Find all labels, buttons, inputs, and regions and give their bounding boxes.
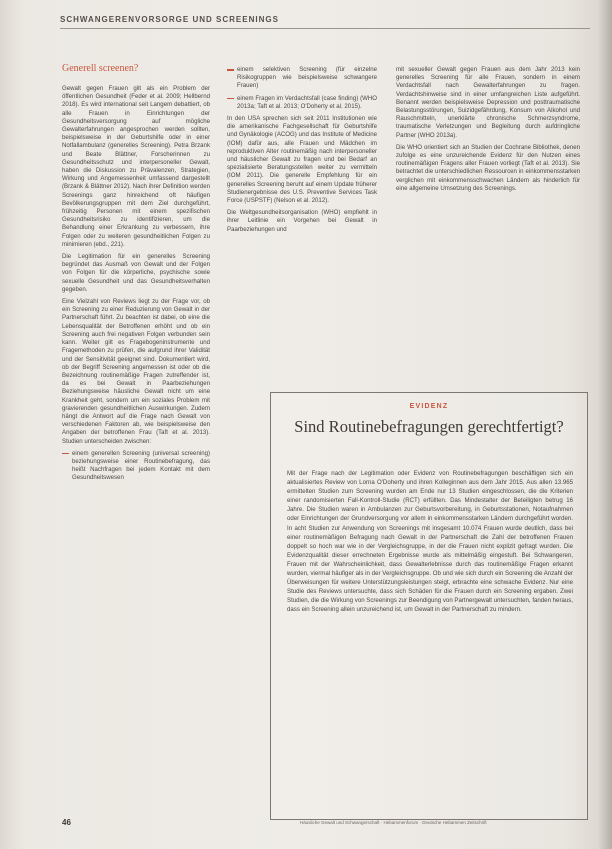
paragraph: In den USA sprechen sich seit 2011 Institutionen wie die amerikanische Fachgesellschaft für Geburtshilfe und Gynäkologie (ACOG) und das Institute of Medicine (IOM) dafür aus, alle Frauen und Mädchen im reproduktiven Alter routinemäßig nach interpersoneller und häuslicher Gewalt zu fragen und bei Bedarf an spezialisierte Beratungsstellen weiter zu vermitteln (IOM 2011). Die generelle Empfehlung für ein generelles Screening beruht auf einem Update früherer Studienergebnisse des U.S. Preventive Services Task Force (USPSTF) (Nelson et al. 2012). <box>227 115 377 205</box>
dash-bullet-icon <box>227 69 234 71</box>
bullet-item <box>227 95 377 111</box>
paragraph: mit sexueller Gewalt gegen Frauen aus dem Jahr 2013 kein generelles Screening für alle Frauen, sondern in einem Verdachtsfall nach Gewalterfahrungen zu fragen. Verdachtshinweise sind in einer umfangreichen Liste aufgeführt. Benannt werden beispielsweise Depression und posttraumatische Belastungsstörungen, Suizidgefährdung, Konsum von Alkohol und Rauschmitteln, unerklärte chronische Schmerzsyndrome, traumatische Verletzungen und Begleitung durch aufdringliche Partner (WHO 2013a). <box>396 66 580 139</box>
box-label: EVIDENZ <box>409 403 449 410</box>
page-spine-shadow <box>598 0 612 849</box>
paragraph: Die Weltgesundheitsorganisation (WHO) empfiehlt in ihrer Leitlinie ein Vorgehen bei Gewalt in Paarbeziehungen und <box>227 209 377 233</box>
dash-bullet-icon <box>62 453 69 455</box>
column-1 <box>62 63 210 487</box>
column-3 <box>396 66 580 197</box>
paragraph: Die WHO orientiert sich an Studien der Cochrane Bibliothek, denen zufolge es eine unzureichende Evidenz für den Nutzen eines routinemäßigen Fragens aller Frauen vorliegt (Taft et al. 2013). Sie betrachtet die unterschiedlichen Ressourcen in einkommensstarken verglichen mit einkommensschwachen Ländern als hinderlich für eine allgemeine Umsetzung des Screenings. <box>396 143 580 192</box>
dash-bullet-icon <box>227 98 234 100</box>
section-heading: Generell screenen? <box>62 63 139 74</box>
paragraph: Gewalt gegen Frauen gilt als ein Problem der öffentlichen Gesundheit (Feder et al. 2009; Hellbernd 2018). Es wird international seit Langem debattiert, ob alle Frauen in Einrichtungen der Gesundheitsversorgung auf mögliche Gewalterfahrungen angesprochen werden sollten, beispielsweise in der Geburtshilfe oder in einer Notfallambulanz (generelles Screening). Petra Brzank und Beate Blättner, Forscherinnen zu Gesundheitsschutz und interpersoneller Gewalt, haben die Diskussion zu Prävalenzen, Strategien, Wirkung und Angemessenheit umfassend dargestellt (Brzank & Blättner 2012). Nach ihrer Definition werden Screenings ganz hinreichend oft häufigen Bevölkerungsgruppen mit dem Ziel durchgeführt, frühzeitig Personen mit einem spezifischen Gesundheitsrisiko zu identifizieren, um die Behandlung einer Erkrankung zu verbessern, ihre Folgen oder zu weiteren gesundheitlichen Folgen zu minimieren (ebd., 221). <box>62 85 210 248</box>
bullet-item <box>62 450 210 483</box>
box-title: Sind Routinebefragungen gerechtfertigt? <box>294 417 564 436</box>
paragraph: Die Legitimation für ein generelles Screening begründet das Ausmaß von Gewalt und der Folgen von Folgen für die körperliche, psychische sowie sexuelle Gesundheit und das Gesundheitsverhalten gegeben. <box>62 253 210 293</box>
header-rule <box>60 28 590 29</box>
footer-text: Häusliche Gewalt und Schwangerschaft · Hebammenforum · Deutsche Hebammen Zeitschrift <box>300 820 487 825</box>
paragraph: Eine Vielzahl von Reviews liegt zu der Frage vor, ob ein Screening zu einer Reduzierung von Gewalt in der Partnerschaft führt. Zu beachten ist dabei, ob eine die Lebensqualität der Betroffenen erhöht und ob ein Screening auch frei negativen Folgen verbunden sein kann. Weiter gilt es Fragebogeninstrumente und Fragemethoden zu prüfen, die aufgrund ihrer Validität und der Sensitivität geeignet sind. Dokumentiert wird, ob der Begriff Screening angemessen ist oder ob die Bezeichnung routinemäßige Fragen zutreffender ist, da es bei Gewalt in Paarbeziehungen Beziehungsweise häusliche Gewalt nicht um eine Krankheit geht, sondern um ein soziales Problem mit gravierenden gesundheitlichen Auswirkungen. Zudem hängt die Antwort auf die Frage nach Gewalt von verschiedenen Faktoren ab, wie beispielsweise den Angaben der betroffenen Frau (Taft et al. 2013). Studien unterscheiden zwischen: <box>62 298 210 445</box>
evidence-box <box>270 392 588 820</box>
bullet-text: einem generellen Screening (universal screening) beziehungsweise einer Routinebefragung, das heißt Nachfragen bei jedem Kontakt mit dem Gesundheitswesen <box>72 449 210 482</box>
bullet-text: einem Fragen im Verdachtsfall (case finding) (WHO 2013a; Taft et al. 2013; O'Doherty et al. 2015). <box>237 94 377 110</box>
running-header: SCHWANGERENVORSORGE UND SCREENINGS <box>60 15 279 24</box>
bullet-text: einem selektiven Screening (für einzelne Risikogruppen wie beispielsweise schwangere Frauen) <box>237 66 377 90</box>
bullet-item <box>227 66 377 91</box>
page-number: 46 <box>62 818 71 827</box>
box-text: Mit der Frage nach der Legitimation oder Evidenz von Routinebefragungen beschäftigen sich ein aktualisiertes Review von Lorna O'Doherty und ihren Kolleginnen aus dem Jahr 2015. Aus allen 13.965 ermittelten Studien zum Screening wurden am Ende nur 13 Studien eingeschlossen, die die Kriterien einer randomisierten Fall-Kontroll-Studie (RCT) erfüllten. Das Mindestalter der Beteiligten betrug 16 Jahre. Die Studien waren in Ambulanzen zur Geburtsvorbereitung, in Geburtsstationen, Notaufnahmen oder Einrichtungen der Grundversorgung vor allem in einkommensstarken Ländern durchgeführt worden. In acht Studien zur Anwendung von Screenings mit insgesamt 10.074 Frauen wurde deutlich, dass bei einer routinemäßigen Befragung nach Gewalt in der Partnerschaft die Zahl der betroffenen Frauen doppelt so hoch war wie in der Vergleichsgruppe, in der die Frauen nicht explizit gefragt wurden. Die Evidenzqualität dieser errechneten Ergebnisse wurde als mittelmäßig eingestuft. Bei Schwangeren, Frauen mit der Wahrscheinlichkeit, dass Gewalterlebnisse durch das routinemäßige Fragen erkannt wurden, viermal häufiger als in der Vergleichsgruppe. Ob und wie sich durch ein Screening die Anzahl der Überweisungen für weitere Unterstützungsleistungen steigt, erbrachte eine schwache Evidenz. Nur eine Studie des Reviews untersuchte, dass sich Schäden für die Frauen durch ein Screening ergaben. Zwei Studien, die die Wirkung von Screenings zur Beendigung von Partnergewalt untersuchten, fanden heraus, dass ein Screening allein unzureichend ist, um Gewalt in der Partnerschaft zu mindern. <box>287 470 573 614</box>
column-2 <box>227 66 377 238</box>
